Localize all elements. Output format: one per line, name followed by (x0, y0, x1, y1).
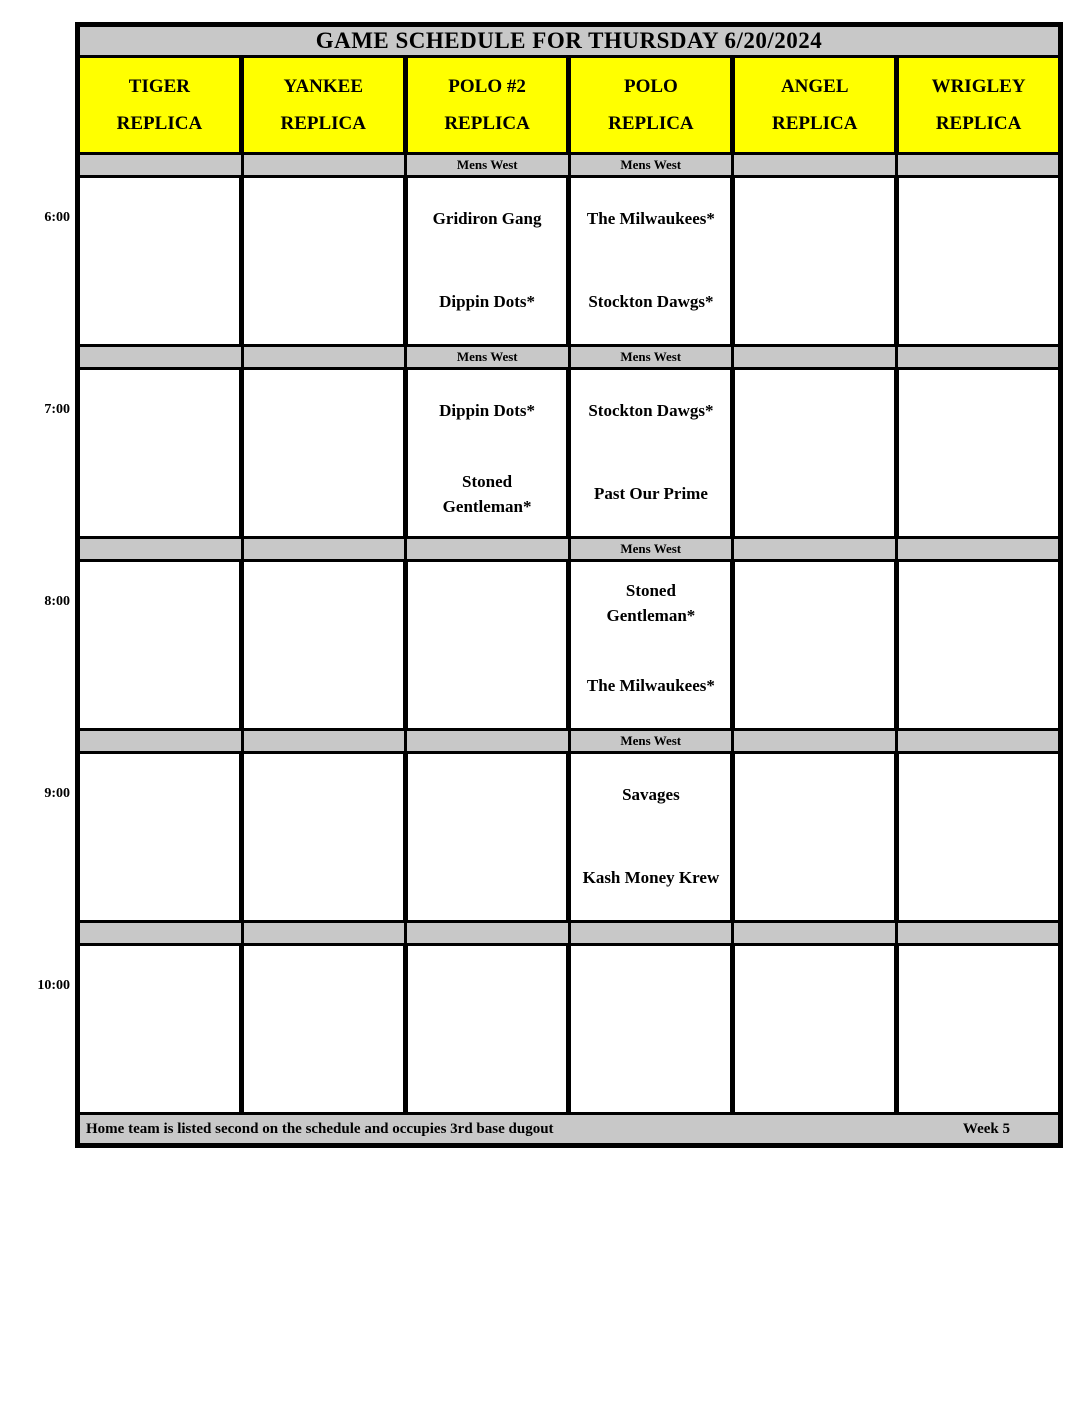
division-cell (407, 923, 568, 943)
home-team (735, 1029, 894, 1112)
field-name: POLO (623, 75, 678, 97)
division-cell (734, 539, 895, 559)
game-row (80, 370, 1058, 536)
field-header-row (80, 58, 1058, 152)
home-team: Kash Money Krew (582, 868, 720, 888)
time-label: 6:00 (44, 210, 70, 225)
field-type: REPLICA (771, 112, 858, 134)
home-team: Stoned Gentleman* (442, 471, 532, 516)
field-name: POLO #2 (448, 75, 526, 97)
game-cell (408, 754, 567, 920)
game-cell (244, 562, 403, 728)
home-team (899, 453, 1058, 536)
division-label: Mens West (456, 349, 518, 364)
game-cell (735, 562, 894, 728)
field-name: ANGEL (780, 75, 849, 97)
game-cell (408, 178, 567, 344)
division-cell (898, 731, 1059, 751)
game-cell (571, 754, 730, 920)
away-team: The Milwaukees* (586, 209, 715, 229)
division-cell (734, 347, 895, 367)
away-team (80, 946, 239, 1029)
away-team (244, 562, 403, 645)
home-team (735, 453, 894, 536)
division-cell (407, 731, 568, 751)
home-team (899, 1029, 1058, 1112)
field-type: REPLICA (280, 112, 366, 134)
home-team (735, 645, 894, 728)
week-label: Week 5 (962, 1120, 1010, 1137)
game-cell (80, 946, 239, 1112)
away-team: Dippin Dots* (439, 401, 536, 421)
division-cell (244, 923, 405, 943)
schedule-title: GAME SCHEDULE FOR THURSDAY 6/20/2024 (80, 27, 1058, 55)
home-team (244, 645, 403, 728)
home-team (408, 645, 567, 728)
divider-row (80, 731, 1058, 751)
home-team: Past Our Prime (593, 484, 708, 504)
home-team (735, 837, 894, 920)
field-type: REPLICA (608, 112, 694, 134)
division-label: Mens West (620, 733, 682, 748)
home-team (899, 261, 1058, 344)
game-cell (244, 946, 403, 1112)
game-row (80, 754, 1058, 920)
division-cell (407, 539, 568, 559)
away-team (735, 946, 894, 1029)
home-team (244, 837, 403, 920)
game-cell (80, 178, 239, 344)
slots-container (80, 155, 1058, 1112)
home-team: Dippin Dots* (439, 292, 536, 312)
division-cell (80, 155, 241, 175)
field-name: YANKEE (283, 75, 364, 97)
game-cell (571, 178, 730, 344)
away-team (244, 370, 403, 453)
home-team: The Milwaukees* (586, 676, 715, 696)
divider-row (80, 539, 1058, 559)
division-cell (80, 731, 241, 751)
division-cell (244, 155, 405, 175)
division-cell (571, 155, 732, 175)
home-team (80, 645, 239, 728)
time-label: 9:00 (44, 786, 70, 801)
away-team (735, 754, 894, 837)
field-header-cell (571, 58, 730, 152)
away-team (244, 754, 403, 837)
division-label: Mens West (620, 541, 682, 556)
game-cell (899, 370, 1058, 536)
away-team (899, 754, 1058, 837)
field-header-cell (244, 58, 403, 152)
away-team: Gridiron Gang (432, 209, 542, 229)
game-cell (80, 370, 239, 536)
division-cell (898, 923, 1059, 943)
division-cell (898, 539, 1059, 559)
game-cell (244, 370, 403, 536)
divider-row (80, 155, 1058, 175)
division-cell (244, 731, 405, 751)
division-cell (734, 923, 895, 943)
divider-row (80, 347, 1058, 367)
game-cell (571, 370, 730, 536)
game-row (80, 946, 1058, 1112)
field-header-cell (408, 58, 567, 152)
home-team (735, 261, 894, 344)
home-team (244, 1029, 403, 1112)
home-team (80, 453, 239, 536)
game-cell (735, 370, 894, 536)
field-header-cell (899, 58, 1058, 152)
time-label: 8:00 (44, 594, 70, 609)
home-team (899, 837, 1058, 920)
divider-row (80, 923, 1058, 943)
away-team: Stockton Dawgs* (588, 401, 714, 421)
field-type: REPLICA (116, 112, 203, 134)
game-cell (899, 178, 1058, 344)
game-cell (80, 562, 239, 728)
division-label: Mens West (620, 349, 682, 364)
game-cell (408, 562, 567, 728)
home-team (408, 1029, 567, 1112)
field-name: WRIGLEY (931, 75, 1026, 97)
game-cell (408, 946, 567, 1112)
home-team (408, 837, 567, 920)
division-cell (80, 539, 241, 559)
footer-bar (80, 1115, 1058, 1143)
footer-note: Home team is listed second on the schedule and occupies 3rd base dugout (86, 1120, 554, 1137)
division-cell (244, 347, 405, 367)
game-cell (735, 946, 894, 1112)
game-cell (571, 562, 730, 728)
away-team (408, 754, 567, 837)
away-team (408, 946, 567, 1029)
field-type: REPLICA (935, 112, 1022, 134)
game-cell (244, 754, 403, 920)
home-team (80, 261, 239, 344)
away-team (80, 562, 239, 645)
division-label: Mens West (456, 157, 518, 172)
home-team (244, 261, 403, 344)
home-team (244, 453, 403, 536)
division-cell (407, 347, 568, 367)
game-cell (735, 178, 894, 344)
division-label: Mens West (620, 157, 682, 172)
division-cell (407, 155, 568, 175)
game-row (80, 178, 1058, 344)
away-team (899, 562, 1058, 645)
away-team (899, 946, 1058, 1029)
time-label: 7:00 (44, 402, 70, 417)
game-cell (244, 178, 403, 344)
game-cell (735, 754, 894, 920)
away-team (244, 178, 403, 261)
game-cell (408, 370, 567, 536)
division-cell (898, 155, 1059, 175)
home-team (571, 1029, 730, 1112)
division-cell (571, 923, 732, 943)
division-cell (734, 155, 895, 175)
away-team (244, 946, 403, 1029)
field-header-cell (735, 58, 894, 152)
division-cell (571, 347, 732, 367)
away-team (899, 178, 1058, 261)
away-team (80, 178, 239, 261)
division-cell (80, 923, 241, 943)
field-name: TIGER (128, 75, 191, 97)
division-cell (571, 539, 732, 559)
away-team (80, 370, 239, 453)
schedule-table (75, 22, 1063, 1148)
home-team (80, 1029, 239, 1112)
game-cell (899, 946, 1058, 1112)
away-team (571, 946, 730, 1029)
division-cell (734, 731, 895, 751)
game-cell (571, 946, 730, 1112)
division-cell (244, 539, 405, 559)
home-team (80, 837, 239, 920)
away-team: Savages (622, 785, 680, 805)
away-team (735, 370, 894, 453)
time-label: 10:00 (37, 978, 70, 993)
game-cell (899, 562, 1058, 728)
away-team (408, 562, 567, 645)
field-type: REPLICA (444, 112, 530, 134)
away-team: Stoned Gentleman* (606, 580, 696, 625)
game-row (80, 562, 1058, 728)
home-team (899, 645, 1058, 728)
field-header-cell (80, 58, 239, 152)
away-team (899, 370, 1058, 453)
division-cell (80, 347, 241, 367)
away-team (735, 178, 894, 261)
division-cell (898, 347, 1059, 367)
away-team (80, 754, 239, 837)
game-cell (899, 754, 1058, 920)
division-cell (571, 731, 732, 751)
home-team: Stockton Dawgs* (588, 292, 714, 312)
game-cell (80, 754, 239, 920)
away-team (735, 562, 894, 645)
